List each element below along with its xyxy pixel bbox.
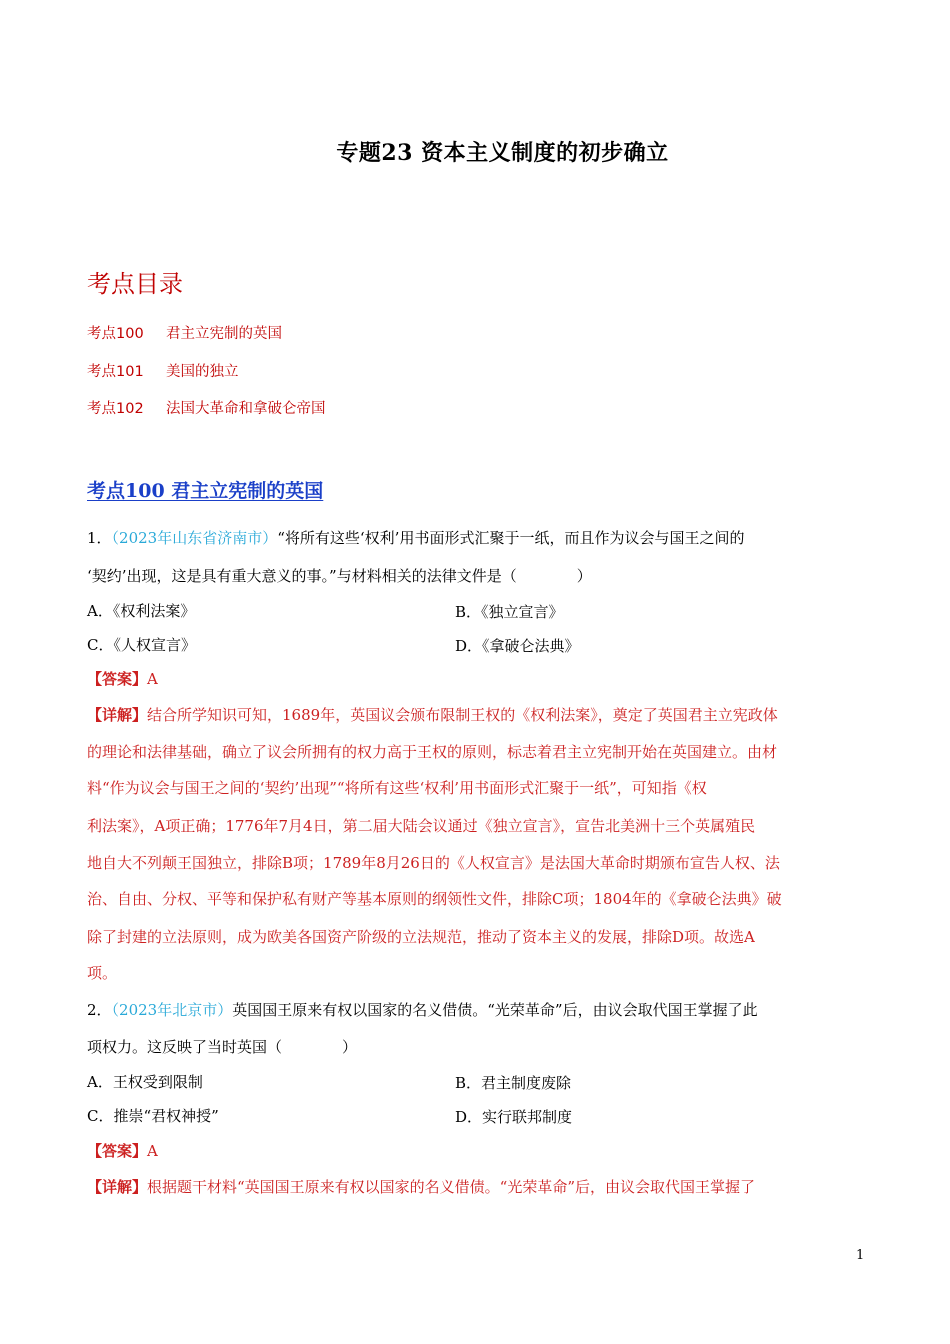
q1-stem-line [87,528,744,548]
q1-option-b: B．《独立宣言》 [455,603,564,621]
q1-detail-line: 料“作为议会与国王之间的‘契约’出现”“将所有这些‘权利’用书面形式汇聚于一纸”，可知指《权 [87,779,707,797]
detail-text: 根据题干材料“英国国王原来有权以国家的名义借债。“光荣革命”后，由议会取代国王掌握了 [147,1178,756,1196]
toc-heading: 考点目录 [87,270,183,298]
q1-source: （2023年山东省济南市） [111,529,278,547]
q2-stem-line-2: 项权力。这反映了当时英国（ ） [87,1038,358,1056]
q2-stem-line [87,1000,758,1020]
answer-tag: 【答案】 [87,1142,148,1160]
toc-item-label: 美国的独立 [166,364,239,380]
q1-detail-line: 的理论和法律基础，确立了议会所拥有的权力高于王权的原则，标志着君主立宪制开始在英国建立。由材 [87,743,778,761]
section-title-link[interactable]: 考点100 君主立宪制的英国 [87,480,324,502]
q2-detail-line [87,1177,755,1197]
q1-detail-line: 利法案》，A项正确；1776年7月4日，第二届大陆会议通过《独立宣言》，宣告北美洲十三个英属殖民 [87,817,756,835]
detail-tag: 【详解】 [87,1178,148,1196]
q2-option-c: C．推崇“君权神授” [87,1107,219,1125]
q1-option-d: D．《拿破仑法典》 [455,637,580,655]
answer-value: A [147,670,158,688]
q2-number: 2． [87,1001,112,1019]
answer-value: A [147,1142,158,1160]
q2-source: （2023年北京市） [111,1001,233,1019]
q2-answer [87,1141,158,1161]
q1-detail-line: 除了封建的立法原则，成为欧美各国资产阶级的立法规范，推动了资本主义的发展，排除D项。故选A [87,928,755,946]
q2-option-d: D．实行联邦制度 [455,1108,573,1126]
toc-item-label: 法国大革命和拿破仑帝国 [166,401,326,417]
toc-item-number: 考点100 [87,326,144,342]
toc-item[interactable] [87,360,239,381]
answer-tag: 【答案】 [87,670,148,688]
detail-text: 结合所学知识可知，1689年，英国议会颁布限制王权的《权利法案》，奠定了英国君主立宪政体 [147,706,778,724]
toc-item[interactable] [87,322,282,343]
q2-stem-text: 英国国王原来有权以国家的名义借债。“光荣革命”后，由议会取代国王掌握了此 [232,1001,758,1019]
q1-detail-line: 项。 [87,964,118,982]
page-title: 专题23 资本主义制度的初步确立 [336,140,669,166]
toc-item-number: 考点102 [87,401,144,417]
q1-option-c: C．《人权宣言》 [87,636,196,654]
page-number: 1 [856,1248,865,1263]
q1-number: 1． [87,529,112,547]
q1-detail-line: 治、自由、分权、平等和保护私有财产等基本原则的纲领性文件，排除C项；1804年的《拿破仑法典》破 [87,890,782,908]
q2-option-b: B．君主制度废除 [455,1074,572,1092]
q1-detail-line: 地自大不列颠王国独立，排除B项；1789年8月26日的《人权宣言》是法国大革命时期颁布宣告人权、法 [87,854,780,872]
toc-item-number: 考点101 [87,364,144,380]
toc-item-label: 君主立宪制的英国 [166,326,282,342]
toc-item[interactable] [87,397,326,418]
q2-option-a: A．王权受到限制 [87,1073,203,1091]
q1-option-a: A．《权利法案》 [87,602,196,620]
q1-stem-text: “将所有这些‘权利’用书面形式汇聚于一纸，而且作为议会与国王之间的 [277,529,745,547]
q1-answer [87,669,158,689]
detail-tag: 【详解】 [87,706,148,724]
q1-stem-line-2: ‘契约’出现，这是具有重大意义的事。”与材料相关的法律文件是（ ） [87,567,592,585]
q1-detail-line [87,705,778,725]
